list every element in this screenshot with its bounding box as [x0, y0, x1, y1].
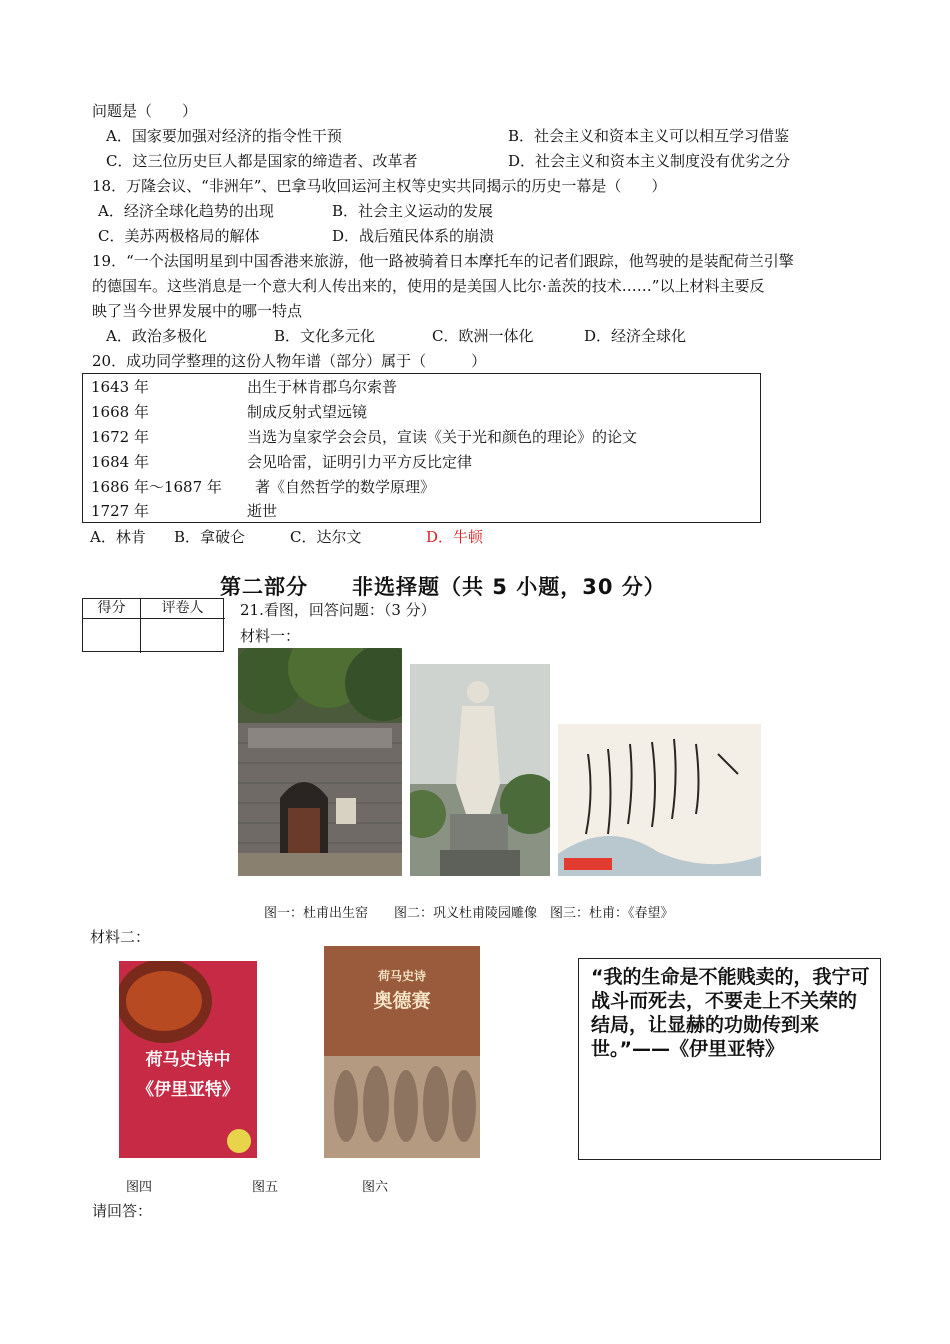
- chronology-table: [82, 373, 761, 523]
- chunwang-calligraphy-image: [558, 724, 761, 876]
- q17-stem-end: 问题是（ ）: [92, 102, 198, 120]
- q17-option-c: C．这三位历史巨人都是国家的缔造者、改革者: [106, 152, 418, 170]
- q18-option-a: A．经济全球化趋势的出现: [98, 202, 274, 220]
- iliad-cover-title-1: 荷马史诗中: [145, 1050, 231, 1070]
- q19-option-b: B．文化多元化: [274, 327, 376, 345]
- q20-option-a: A．林肯: [90, 528, 146, 546]
- q17-option-a: A．国家要加强对经济的指令性干预: [106, 127, 342, 145]
- row-year: 1684 年: [91, 453, 149, 471]
- odyssey-cover-title: 奥德赛: [373, 990, 431, 1012]
- q21-stem: 21.看图，回答问题：（3 分）: [240, 601, 436, 619]
- please-answer-label: 请回答：: [92, 1202, 153, 1220]
- iliad-quote-box: “我的生命是不能贱卖的，我宁可战斗而死去，不要走上不关荣的结局，让显赫的功勋传到来世。”——《伊里亚特》: [578, 958, 881, 1160]
- q20-stem: 20．成功同学整理的这份人物年谱（部分）属于（ ）: [92, 352, 487, 370]
- q17-option-b: B．社会主义和资本主义可以相互学习借鉴: [508, 127, 790, 145]
- row-year: 1668 年: [91, 403, 149, 421]
- row-event: 出生于林肯郡乌尔索普: [247, 378, 398, 396]
- q18-option-c: C．美苏两极格局的解体: [98, 227, 260, 245]
- part2-heading: 第二部分 非选择题（共 5 小题，30 分）: [220, 575, 666, 599]
- q19-line-3: 映了当今世界发展中的哪一特点: [92, 302, 303, 320]
- q20-option-d-answer: D．牛顿: [426, 528, 484, 546]
- score-box-divider: [140, 599, 141, 653]
- score-box: [82, 598, 224, 652]
- figure-4-caption: 图四: [126, 1180, 153, 1195]
- figure-6-caption: 图六: [362, 1180, 389, 1195]
- score-label: 得分: [97, 600, 126, 616]
- q20-option-b: B．拿破仑: [174, 528, 246, 546]
- q19-option-d: D．经济全球化: [584, 327, 687, 345]
- grader-label: 评卷人: [161, 600, 204, 616]
- material-1-label: 材料一：: [240, 627, 301, 645]
- q20-option-c: C．达尔文: [290, 528, 362, 546]
- row-event: 逝世: [247, 502, 278, 520]
- material-2-label: 材料二：: [90, 928, 151, 946]
- row-year: 1686 年～1687 年: [91, 478, 222, 496]
- dufu-birthplace-photo: [238, 648, 402, 876]
- q19-line-1: 19．“一个法国明星到中国香港来旅游，他一路被骑着日本摩托车的记者们跟踪，他驾驶的是装配荷兰引擎: [92, 252, 794, 270]
- q19-line-2: 的德国车。这些消息是一个意大利人传出来的，使用的是美国人比尔·盖茨的技术……”以上材料主要反: [92, 277, 765, 295]
- score-box-divider: [83, 618, 225, 619]
- dufu-statue-photo: [410, 664, 550, 876]
- iliad-book-cover: [119, 961, 257, 1158]
- row-year: 1643 年: [91, 378, 149, 396]
- odyssey-cover-series: 荷马史诗: [377, 969, 426, 983]
- figures-1-3-caption: 图一：杜甫出生窑 图二：巩义杜甫陵园雕像 图三：杜甫：《春望》: [264, 906, 674, 921]
- row-event: 当选为皇家学会会员，宣读《关于光和颜色的理论》的论文: [247, 428, 638, 446]
- q18-option-d: D．战后殖民体系的崩溃: [332, 227, 495, 245]
- q19-option-a: A．政治多极化: [106, 327, 207, 345]
- row-event: 著《自然哲学的数学原理》: [255, 478, 436, 496]
- q18-option-b: B．社会主义运动的发展: [332, 202, 494, 220]
- odyssey-book-cover: [324, 946, 480, 1158]
- iliad-cover-title-2: 《伊里亚特》: [137, 1080, 239, 1100]
- row-year: 1672 年: [91, 428, 149, 446]
- q18-stem: 18．万隆会议、“非洲年”、巴拿马收回运河主权等史实共同揭示的历史一幕是（ ）: [92, 177, 667, 195]
- row-year: 1727 年: [91, 502, 149, 520]
- q17-option-d: D．社会主义和资本主义制度没有优劣之分: [508, 152, 791, 170]
- q19-option-c: C．欧洲一体化: [432, 327, 534, 345]
- row-event: 制成反射式望远镜: [247, 403, 368, 421]
- row-event: 会见哈雷，证明引力平方反比定律: [247, 453, 473, 471]
- figure-5-caption: 图五: [252, 1180, 279, 1195]
